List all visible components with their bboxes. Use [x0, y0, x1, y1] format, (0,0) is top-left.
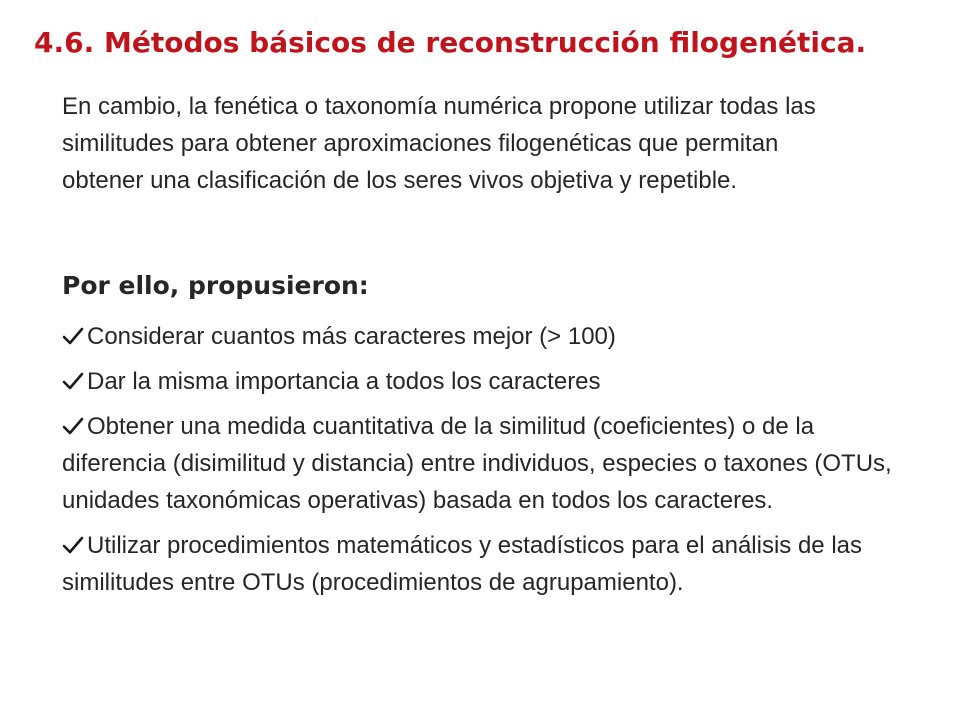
bullet-text: Obtener una medida cuantitativa de la similitud (coeficientes) o de la diferencia (disimilitud y distancia) entre individuos, especies o taxones (OTUs, unidades taxonómicas operativas) basada en todos los caracteres. — [62, 413, 892, 514]
bullet-item — [62, 408, 924, 519]
checkmark-icon — [62, 535, 84, 555]
bullet-text: Dar la misma importancia a todos los caracteres — [87, 368, 601, 395]
checkmark-icon — [62, 326, 84, 346]
bullet-item — [62, 363, 924, 400]
intro-paragraph: En cambio, la fenética o taxonomía numérica propone utilizar todas las similitudes para obtener aproximaciones filogenéticas que permitan obtener una clasificación de los seres vivos objetiva y repetible. — [62, 93, 816, 194]
slide-title: 4.6. Métodos básicos de reconstrucción filogenética. — [34, 26, 867, 59]
checkmark-icon — [62, 416, 84, 436]
bullet-item — [62, 318, 924, 355]
bullet-list — [62, 318, 924, 609]
checkmark-icon — [62, 371, 84, 391]
bullet-item — [62, 527, 924, 601]
bullet-text: Considerar cuantos más caracteres mejor (> 100) — [87, 323, 616, 350]
bullet-text: Utilizar procedimientos matemáticos y estadísticos para el análisis de las similitudes entre OTUs (procedimientos de agrupamiento). — [62, 532, 862, 596]
subheading: Por ello, propusieron: — [62, 271, 369, 300]
